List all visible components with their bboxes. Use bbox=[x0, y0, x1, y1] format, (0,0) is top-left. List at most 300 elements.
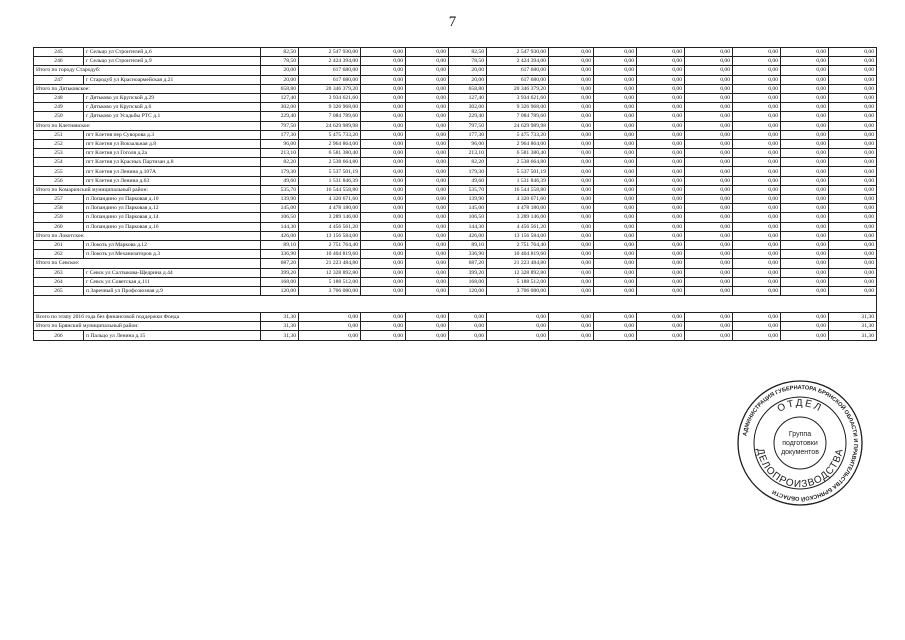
value-cell: 0,00 bbox=[594, 57, 637, 66]
value-cell: 0,00 bbox=[637, 259, 685, 268]
address-cell: п Лопандино ул Парковая д.10 bbox=[84, 195, 261, 204]
value-cell: 144,30 bbox=[449, 222, 487, 231]
value-cell: 0,00 bbox=[637, 121, 685, 130]
address-cell: п Пальцо ул Ленина д.15 bbox=[84, 331, 261, 340]
row-number: 252 bbox=[34, 139, 84, 148]
value-cell: 0,00 bbox=[549, 231, 594, 240]
value-cell: 0,00 bbox=[361, 130, 406, 139]
value-cell: 6 581 380,40 bbox=[487, 149, 549, 158]
value-cell: 0,00 bbox=[406, 213, 449, 222]
subtotal-row bbox=[34, 84, 877, 93]
value-cell: 0,00 bbox=[781, 75, 829, 84]
value-cell: 139,90 bbox=[261, 195, 299, 204]
address-cell: пгт Клетня ул Вокзальная д.8 bbox=[84, 139, 261, 148]
value-cell: 2 538 664,80 bbox=[299, 158, 361, 167]
value-cell: 139,90 bbox=[449, 195, 487, 204]
value-cell: 179,30 bbox=[261, 167, 299, 176]
value-cell: 0,00 bbox=[361, 112, 406, 121]
value-cell: 0,00 bbox=[361, 149, 406, 158]
value-cell: 0,00 bbox=[361, 167, 406, 176]
value-cell: 0,00 bbox=[361, 57, 406, 66]
value-cell: 0,00 bbox=[406, 75, 449, 84]
value-cell: 4 320 671,60 bbox=[299, 195, 361, 204]
value-cell: 13 156 584,00 bbox=[299, 231, 361, 240]
value-cell: 0,00 bbox=[829, 158, 877, 167]
value-cell: 0,00 bbox=[829, 149, 877, 158]
value-cell: 3 289 146,00 bbox=[299, 213, 361, 222]
value-cell: 0,00 bbox=[637, 176, 685, 185]
value-cell: 0,00 bbox=[406, 48, 449, 57]
value-cell: 127,40 bbox=[449, 93, 487, 102]
value-cell: 3 934 621,60 bbox=[299, 93, 361, 102]
subtotal-label: Итого по городу Стародуб: bbox=[34, 66, 261, 75]
value-cell: 1 531 846,39 bbox=[299, 176, 361, 185]
value-cell: 535,70 bbox=[449, 185, 487, 194]
value-cell: 0,00 bbox=[685, 75, 733, 84]
value-cell: 0,00 bbox=[361, 195, 406, 204]
value-cell: 0,00 bbox=[685, 331, 733, 340]
value-cell: 89,10 bbox=[449, 240, 487, 249]
value-cell: 0,00 bbox=[685, 176, 733, 185]
value-cell: 2 547 930,00 bbox=[299, 48, 361, 57]
value-cell: 9 326 968,00 bbox=[299, 103, 361, 112]
value-cell: 0,00 bbox=[594, 75, 637, 84]
value-cell: 4 320 671,60 bbox=[487, 195, 549, 204]
value-cell: 10 404 819,60 bbox=[487, 250, 549, 259]
value-cell: 0,00 bbox=[361, 158, 406, 167]
value-cell: 0,00 bbox=[685, 268, 733, 277]
value-cell: 0,00 bbox=[406, 286, 449, 295]
value-cell: 0,00 bbox=[361, 231, 406, 240]
value-cell: 24 629 989,98 bbox=[487, 121, 549, 130]
value-cell: 0,00 bbox=[637, 195, 685, 204]
gap-cell bbox=[34, 296, 877, 313]
value-cell: 0,00 bbox=[829, 185, 877, 194]
value-cell: 2 964 864,00 bbox=[299, 139, 361, 148]
official-stamp bbox=[735, 378, 865, 508]
value-cell: 31,30 bbox=[261, 331, 299, 340]
value-cell: 31,30 bbox=[829, 322, 877, 331]
value-cell: 0,00 bbox=[781, 48, 829, 57]
table-row bbox=[34, 139, 877, 148]
value-cell: 0,00 bbox=[733, 121, 781, 130]
value-cell: 0,00 bbox=[637, 277, 685, 286]
value-cell: 0,00 bbox=[594, 149, 637, 158]
value-cell: 0,00 bbox=[449, 331, 487, 340]
value-cell: 20,00 bbox=[449, 75, 487, 84]
value-cell: 7 084 789,60 bbox=[487, 112, 549, 121]
value-cell: 0,00 bbox=[733, 112, 781, 121]
value-cell: 0,00 bbox=[361, 259, 406, 268]
value-cell: 0,00 bbox=[781, 185, 829, 194]
value-cell: 3 706 080,00 bbox=[299, 286, 361, 295]
value-cell: 31,30 bbox=[261, 313, 299, 322]
value-cell: 0,00 bbox=[637, 231, 685, 240]
value-cell: 0,00 bbox=[406, 331, 449, 340]
row-number: 265 bbox=[34, 286, 84, 295]
row-number: 262 bbox=[34, 250, 84, 259]
value-cell: 0,00 bbox=[637, 57, 685, 66]
value-cell: 0,00 bbox=[781, 259, 829, 268]
value-cell: 0,00 bbox=[406, 222, 449, 231]
address-cell: п Лопандино ул Парковая д.12 bbox=[84, 204, 261, 213]
value-cell: 0,00 bbox=[685, 103, 733, 112]
value-cell: 0,00 bbox=[685, 57, 733, 66]
value-cell: 0,00 bbox=[781, 93, 829, 102]
value-cell: 617 680,00 bbox=[487, 75, 549, 84]
stamp-dept-bottom: ДЕЛОПРОИЗВОДСТВА bbox=[754, 447, 846, 491]
value-cell: 106,50 bbox=[261, 213, 299, 222]
value-cell: 0,00 bbox=[733, 103, 781, 112]
value-cell: 20,00 bbox=[261, 75, 299, 84]
value-cell: 0,00 bbox=[594, 204, 637, 213]
value-cell: 0,00 bbox=[361, 139, 406, 148]
value-cell: 0,00 bbox=[549, 121, 594, 130]
value-cell: 0,00 bbox=[637, 139, 685, 148]
value-cell: 0,00 bbox=[829, 176, 877, 185]
stamp-center-line-3: документов bbox=[781, 449, 819, 456]
value-cell: 0,00 bbox=[685, 322, 733, 331]
value-cell: 0,00 bbox=[487, 313, 549, 322]
value-cell: 4 456 561,20 bbox=[487, 222, 549, 231]
value-cell: 9 326 968,00 bbox=[487, 103, 549, 112]
value-cell: 0,00 bbox=[637, 204, 685, 213]
row-number: 266 bbox=[34, 331, 84, 340]
value-cell: 0,00 bbox=[733, 48, 781, 57]
value-cell: 0,00 bbox=[685, 222, 733, 231]
value-cell: 0,00 bbox=[637, 75, 685, 84]
subtotal-row bbox=[34, 121, 877, 130]
value-cell: 0,00 bbox=[594, 84, 637, 93]
value-cell: 12 328 892,80 bbox=[487, 268, 549, 277]
value-cell: 145,00 bbox=[449, 204, 487, 213]
value-cell: 426,00 bbox=[261, 231, 299, 240]
value-cell: 0,00 bbox=[549, 57, 594, 66]
value-cell: 0,00 bbox=[549, 250, 594, 259]
value-cell: 0,00 bbox=[361, 176, 406, 185]
value-cell: 617 680,00 bbox=[299, 66, 361, 75]
table-row bbox=[34, 75, 877, 84]
value-cell: 120,00 bbox=[261, 286, 299, 295]
value-cell: 0,00 bbox=[781, 57, 829, 66]
value-cell: 0,00 bbox=[406, 121, 449, 130]
value-cell: 0,00 bbox=[594, 130, 637, 139]
value-cell: 0,00 bbox=[594, 139, 637, 148]
subtotal-row bbox=[34, 322, 877, 331]
table-row bbox=[34, 149, 877, 158]
value-cell: 0,00 bbox=[361, 185, 406, 194]
value-cell: 0,00 bbox=[733, 130, 781, 139]
value-cell: 0,00 bbox=[594, 259, 637, 268]
row-number: 254 bbox=[34, 158, 84, 167]
value-cell: 82,50 bbox=[261, 48, 299, 57]
value-cell: 0,00 bbox=[361, 75, 406, 84]
value-cell: 0,00 bbox=[549, 103, 594, 112]
value-cell: 0,00 bbox=[637, 222, 685, 231]
value-cell: 0,00 bbox=[594, 313, 637, 322]
value-cell: 0,00 bbox=[733, 313, 781, 322]
value-cell: 0,00 bbox=[549, 158, 594, 167]
row-number: 261 bbox=[34, 240, 84, 249]
value-cell: 336,90 bbox=[261, 250, 299, 259]
value-cell: 0,00 bbox=[549, 93, 594, 102]
address-cell: г Дятьково ул Усадьбы РТС д.1 bbox=[84, 112, 261, 121]
value-cell: 0,00 bbox=[361, 313, 406, 322]
value-cell: 302,00 bbox=[261, 103, 299, 112]
value-cell: 0,00 bbox=[361, 240, 406, 249]
value-cell: 0,00 bbox=[406, 112, 449, 121]
value-cell: 0,00 bbox=[549, 149, 594, 158]
value-cell: 7 084 789,60 bbox=[299, 112, 361, 121]
value-cell: 0,00 bbox=[685, 66, 733, 75]
value-cell: 0,00 bbox=[406, 130, 449, 139]
value-cell: 0,00 bbox=[361, 331, 406, 340]
value-cell: 0,00 bbox=[733, 213, 781, 222]
value-cell: 168,00 bbox=[261, 277, 299, 286]
value-cell: 16 544 558,80 bbox=[487, 185, 549, 194]
value-cell: 0,00 bbox=[361, 103, 406, 112]
value-cell: 0,00 bbox=[594, 213, 637, 222]
value-cell: 0,00 bbox=[549, 130, 594, 139]
value-cell: 0,00 bbox=[299, 313, 361, 322]
value-cell: 2 751 764,40 bbox=[487, 240, 549, 249]
value-cell: 0,00 bbox=[361, 277, 406, 286]
value-cell: 0,00 bbox=[361, 66, 406, 75]
table-row bbox=[34, 204, 877, 213]
value-cell: 96,00 bbox=[261, 139, 299, 148]
value-cell: 0,00 bbox=[685, 313, 733, 322]
value-cell: 0,00 bbox=[594, 93, 637, 102]
value-cell: 0,00 bbox=[781, 167, 829, 176]
value-cell: 0,00 bbox=[549, 139, 594, 148]
value-cell: 0,00 bbox=[594, 231, 637, 240]
value-cell: 0,00 bbox=[406, 268, 449, 277]
value-cell: 0,00 bbox=[549, 204, 594, 213]
value-cell: 0,00 bbox=[637, 93, 685, 102]
value-cell: 0,00 bbox=[829, 231, 877, 240]
subtotal-row bbox=[34, 66, 877, 75]
value-cell: 0,00 bbox=[685, 121, 733, 130]
stamp-dept-top: ОТДЕЛ bbox=[775, 397, 825, 415]
value-cell: 0,00 bbox=[549, 277, 594, 286]
value-cell: 0,00 bbox=[594, 121, 637, 130]
subtotal-row bbox=[34, 313, 877, 322]
address-cell: п Локоть ул Механизаторов д.3 bbox=[84, 250, 261, 259]
table-row bbox=[34, 112, 877, 121]
value-cell: 0,00 bbox=[685, 231, 733, 240]
value-cell: 13 156 584,00 bbox=[487, 231, 549, 240]
value-cell: 0,00 bbox=[685, 84, 733, 93]
value-cell: 89,10 bbox=[261, 240, 299, 249]
value-cell: 0,00 bbox=[733, 66, 781, 75]
value-cell: 82,20 bbox=[261, 158, 299, 167]
row-number: 258 bbox=[34, 204, 84, 213]
value-cell: 2 964 864,00 bbox=[487, 139, 549, 148]
value-cell: 0,00 bbox=[685, 48, 733, 57]
value-cell: 0,00 bbox=[733, 195, 781, 204]
value-cell: 120,00 bbox=[449, 286, 487, 295]
value-cell: 0,00 bbox=[829, 286, 877, 295]
value-cell: 1 531 846,39 bbox=[487, 176, 549, 185]
row-number: 257 bbox=[34, 195, 84, 204]
value-cell: 0,00 bbox=[594, 185, 637, 194]
value-cell: 0,00 bbox=[733, 93, 781, 102]
value-cell: 0,00 bbox=[549, 84, 594, 93]
value-cell: 0,00 bbox=[685, 204, 733, 213]
value-cell: 0,00 bbox=[637, 103, 685, 112]
value-cell: 0,00 bbox=[594, 103, 637, 112]
value-cell: 78,50 bbox=[449, 57, 487, 66]
stamp-ring-text: АДМИНИСТРАЦИЯ ГУБЕРНАТОРА БРЯНСКОЙ ОБЛАСТИ И ПРАВИТЕЛЬСТВА БРЯНСКОЙ ОБЛАСТИ bbox=[742, 384, 859, 502]
value-cell: 0,00 bbox=[549, 322, 594, 331]
value-cell: 31,30 bbox=[261, 322, 299, 331]
value-cell: 0,00 bbox=[733, 259, 781, 268]
value-cell: 0,00 bbox=[685, 286, 733, 295]
value-cell: 82,20 bbox=[449, 158, 487, 167]
value-cell: 5 537 501,19 bbox=[487, 167, 549, 176]
value-cell: 5 475 733,20 bbox=[299, 130, 361, 139]
value-cell: 0,00 bbox=[733, 84, 781, 93]
value-cell: 0,00 bbox=[637, 286, 685, 295]
value-cell: 0,00 bbox=[549, 75, 594, 84]
address-cell: п Лопандино ул Парковая д.14 bbox=[84, 213, 261, 222]
value-cell: 49,60 bbox=[261, 176, 299, 185]
row-number: 259 bbox=[34, 213, 84, 222]
value-cell: 0,00 bbox=[549, 331, 594, 340]
table-gap-row bbox=[34, 296, 877, 313]
value-cell: 0,00 bbox=[406, 84, 449, 93]
value-cell: 0,00 bbox=[637, 250, 685, 259]
table-row bbox=[34, 158, 877, 167]
value-cell: 0,00 bbox=[406, 231, 449, 240]
value-cell: 0,00 bbox=[594, 112, 637, 121]
row-number: 249 bbox=[34, 103, 84, 112]
value-cell: 213,10 bbox=[261, 149, 299, 158]
value-cell: 0,00 bbox=[594, 176, 637, 185]
value-cell: 0,00 bbox=[637, 66, 685, 75]
table-row bbox=[34, 57, 877, 66]
value-cell: 3 289 146,00 bbox=[487, 213, 549, 222]
value-cell: 0,00 bbox=[594, 240, 637, 249]
value-cell: 179,30 bbox=[449, 167, 487, 176]
value-cell: 0,00 bbox=[406, 195, 449, 204]
value-cell: 0,00 bbox=[733, 222, 781, 231]
value-cell: 20,00 bbox=[261, 66, 299, 75]
value-cell: 6 581 380,40 bbox=[299, 149, 361, 158]
value-cell: 0,00 bbox=[781, 213, 829, 222]
value-cell: 0,00 bbox=[594, 48, 637, 57]
value-cell: 0,00 bbox=[829, 204, 877, 213]
row-number: 245 bbox=[34, 48, 84, 57]
value-cell: 0,00 bbox=[406, 149, 449, 158]
value-cell: 336,90 bbox=[449, 250, 487, 259]
value-cell: 0,00 bbox=[733, 139, 781, 148]
value-cell: 0,00 bbox=[299, 322, 361, 331]
value-cell: 0,00 bbox=[781, 130, 829, 139]
value-cell: 0,00 bbox=[829, 213, 877, 222]
subtotal-label: Итого по Дятьковское: bbox=[34, 84, 261, 93]
value-cell: 0,00 bbox=[361, 286, 406, 295]
value-cell: 0,00 bbox=[781, 240, 829, 249]
value-cell: 0,00 bbox=[549, 222, 594, 231]
value-cell: 177,30 bbox=[449, 130, 487, 139]
value-cell: 0,00 bbox=[781, 268, 829, 277]
value-cell: 0,00 bbox=[594, 66, 637, 75]
value-cell: 0,00 bbox=[685, 240, 733, 249]
value-cell: 0,00 bbox=[829, 277, 877, 286]
value-cell: 0,00 bbox=[361, 322, 406, 331]
address-cell: пгт Клетня пер Суворова д.3 bbox=[84, 130, 261, 139]
value-cell: 535,70 bbox=[261, 185, 299, 194]
value-cell: 0,00 bbox=[685, 277, 733, 286]
value-cell: 0,00 bbox=[685, 167, 733, 176]
value-cell: 0,00 bbox=[781, 149, 829, 158]
value-cell: 0,00 bbox=[406, 57, 449, 66]
value-cell: 0,00 bbox=[637, 185, 685, 194]
value-cell: 0,00 bbox=[829, 259, 877, 268]
value-cell: 0,00 bbox=[733, 57, 781, 66]
value-cell: 0,00 bbox=[594, 277, 637, 286]
value-cell: 16 544 558,80 bbox=[299, 185, 361, 194]
value-cell: 0,00 bbox=[406, 185, 449, 194]
value-cell: 0,00 bbox=[406, 167, 449, 176]
page-number: 7 bbox=[448, 14, 457, 30]
value-cell: 0,00 bbox=[594, 268, 637, 277]
value-cell: 0,00 bbox=[829, 93, 877, 102]
value-cell: 0,00 bbox=[781, 331, 829, 340]
value-cell: 82,50 bbox=[449, 48, 487, 57]
subtotal-label: Итого по Клетнянское: bbox=[34, 121, 261, 130]
value-cell: 0,00 bbox=[781, 158, 829, 167]
value-cell: 0,00 bbox=[829, 84, 877, 93]
value-cell: 0,00 bbox=[781, 84, 829, 93]
address-cell: г Севск ул Советская д.111 bbox=[84, 277, 261, 286]
value-cell: 0,00 bbox=[449, 313, 487, 322]
value-cell: 687,20 bbox=[449, 259, 487, 268]
value-cell: 20,00 bbox=[449, 66, 487, 75]
value-cell: 0,00 bbox=[829, 66, 877, 75]
value-cell: 0,00 bbox=[549, 112, 594, 121]
value-cell: 0,00 bbox=[549, 240, 594, 249]
address-cell: г Дятьково ул Крупской д.6 bbox=[84, 103, 261, 112]
value-cell: 0,00 bbox=[685, 112, 733, 121]
value-cell: 21 223 484,80 bbox=[299, 259, 361, 268]
value-cell: 302,00 bbox=[449, 103, 487, 112]
value-cell: 0,00 bbox=[637, 240, 685, 249]
value-cell: 10 404 819,60 bbox=[299, 250, 361, 259]
value-cell: 0,00 bbox=[361, 222, 406, 231]
address-cell: пгт Клетня ул Красных Партизан д.8 bbox=[84, 158, 261, 167]
value-cell: 0,00 bbox=[685, 158, 733, 167]
row-number: 263 bbox=[34, 268, 84, 277]
value-cell: 5 537 501,19 bbox=[299, 167, 361, 176]
row-number: 253 bbox=[34, 149, 84, 158]
subtotal-label: Всего по этапу 2016 года без финансовой поддержки Фонда bbox=[34, 313, 261, 322]
value-cell: 0,00 bbox=[781, 195, 829, 204]
table-row bbox=[34, 93, 877, 102]
value-cell: 0,00 bbox=[406, 93, 449, 102]
table-row bbox=[34, 130, 877, 139]
subtotal-label: Итого по Комаричский муниципальный район: bbox=[34, 185, 261, 194]
value-cell: 0,00 bbox=[829, 268, 877, 277]
value-cell: 0,00 bbox=[406, 139, 449, 148]
value-cell: 0,00 bbox=[733, 277, 781, 286]
value-cell: 168,00 bbox=[449, 277, 487, 286]
value-cell: 0,00 bbox=[549, 286, 594, 295]
value-cell: 0,00 bbox=[487, 322, 549, 331]
value-cell: 0,00 bbox=[361, 93, 406, 102]
value-cell: 12 328 892,80 bbox=[299, 268, 361, 277]
